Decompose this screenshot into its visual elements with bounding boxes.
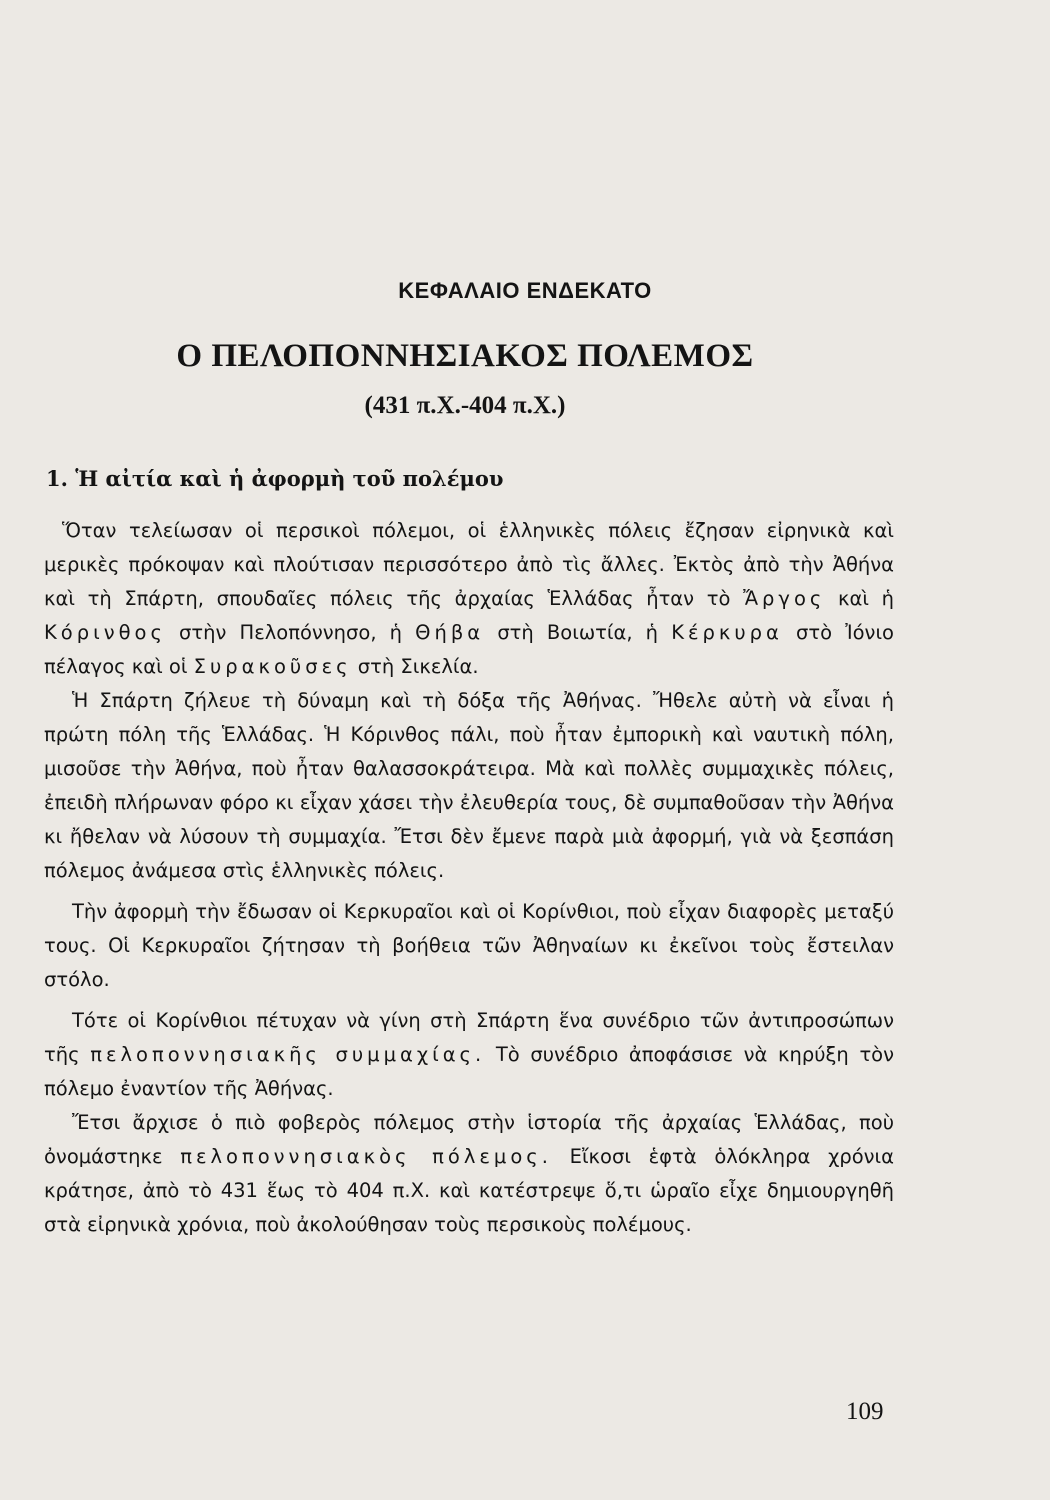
paragraph-5-text-a: Ἔτσι ἄρχισε ὁ πιὸ φοβερὸς πόλεμος στὴν ἱστορία τῆς ἀρχαίας Ἑλλάδας, ποὺ ὀνομάστηκε <box>44 1111 894 1168</box>
paragraph-1-text-b: καὶ ἡ <box>838 587 894 610</box>
section-heading <box>46 466 504 491</box>
paragraph-4 <box>44 1004 894 1106</box>
spaced-term-argos: Ἄργος <box>743 587 826 610</box>
date-range: (431 π.Χ.-404 π.Χ.) <box>364 392 566 419</box>
spaced-term-alliance: πελοποννησιακῆς συμμαχίας. <box>90 1043 486 1066</box>
paragraph-5 <box>44 1106 894 1242</box>
spaced-term-kerkyra: Κέρκυρα <box>671 621 783 644</box>
paragraph-4-text-b: Τὸ συνέδριο ἀποφάσισε νὰ κηρύξη τὸν πόλεμο ἐναντίον τῆς Ἀθήνας. <box>44 1043 895 1100</box>
paragraph-1-text-f: στὴ Σικελία. <box>357 655 479 678</box>
paragraph-3: Τὴν ἀφορμὴ τὴν ἔδωσαν οἱ Κερκυραῖοι καὶ οἱ Κορίνθιοι, ποὺ εἶχαν διαφορὲς μεταξύ τους. Οἱ Κερκυραῖοι ζήτησαν τὴ βοήθεια τῶν Ἀθηναίων κι ἐκεῖνοι τοὺς ἔστειλαν στόλο. <box>44 900 894 991</box>
page-number: 109 <box>846 1398 884 1425</box>
paragraph-2: Ἡ Σπάρτη ζήλευε τὴ δύναμη καὶ τὴ δόξα τῆς Ἀθήνας. Ἤθελε αὐτὴ νὰ εἶναι ἡ πρώτη πόλη τῆς Ἑλλάδας. Ἡ Κόρινθος πάλι, ποὺ ἦταν ἐμπορικὴ καὶ ναυτικὴ πόλη, μισοῦσε τὴν Ἀθήνα, ποὺ ἦταν θαλασσοκράτειρα. Μὰ καὶ πολλὲς συμμαχικὲς πόλεις, ἐπειδὴ πλήρωναν φόρο κι εἶχαν χάσει τὴν ἐλευθερία τους, δὲ συμπαθοῦσαν τὴν Ἀθήνα κι ἤθελαν νὰ λύσουν τὴ συμμαχία. Ἔτσι δὲν ἔμενε παρὰ μιὰ ἀφορμή, γιὰ νὰ ξεσπάση πόλεμος ἀνάμεσα στὶς ἑλληνικὲς πόλεις. <box>44 689 894 882</box>
body-text <box>44 514 894 1242</box>
section-heading-text: Ἡ αἰτία καὶ ἡ ἀφορμὴ τοῦ πολέμου <box>75 466 504 491</box>
paragraph-5-text-b: Εἴκοσι ἑφτὰ ὁλόκληρα χρόνια κράτησε, ἀπὸ τὸ 431 ἕως τὸ 404 π.Χ. καὶ κατέστρεψε ὅ,τι ὡραῖο εἶχε δημιουργηθῆ στὰ εἰρηνικὰ χρόνια, ποὺ ἀκολούθησαν τοὺς περσικοὺς πολέμους. <box>44 1145 894 1236</box>
paragraph-1-text-a: Ὅταν τελείωσαν οἱ περσικοὶ πόλεμοι, οἱ ἑλληνικὲς πόλεις ἔζησαν εἰρηνικὰ καὶ μερικὲς πρόκοψαν καὶ πλούτισαν περισσότερο ἀπὸ τὶς ἄλλες. Ἐκτὸς ἀπὸ τὴν Ἀθήνα καὶ τὴ Σπάρτη, σπουδαῖες πόλεις τῆς ἀρχαίας Ἑλλάδας ἦταν τὸ <box>44 519 894 610</box>
spaced-term-thiva: Θήβα <box>415 621 485 644</box>
spaced-term-war-name: πελοποννησιακὸς πόλεμος. <box>180 1145 552 1168</box>
chapter-label: ΚΕΦΑΛΑΙΟ ΕΝΔΕΚΑΤΟ <box>398 278 652 303</box>
paragraph-4-text-a: Τότε οἱ Κορίνθιοι πέτυχαν νὰ γίνη στὴ Σπάρτη ἕνα συνέδριο τῶν ἀντιπροσώπων τῆς <box>44 1009 894 1066</box>
paragraph-1-text-d: στὴ Βοιωτία, ἡ <box>497 621 659 644</box>
page-title: Ο ΠΕΛΟΠΟΝΝΗΣΙΑΚΟΣ ΠΟΛΕΜΟΣ <box>176 338 754 374</box>
spaced-term-syrakouses: Συρακοῦσες <box>193 655 352 678</box>
paragraph-1 <box>44 514 894 684</box>
spaced-term-korinthos: Κόρινθος <box>44 621 166 644</box>
section-number: 1. <box>46 466 68 491</box>
paragraph-1-text-c: στὴν Πελοπόννησο, ἡ <box>179 621 403 644</box>
paragraph-1-text-e: στὸ Ἰόνιο πέλαγος καὶ οἱ <box>44 621 894 678</box>
